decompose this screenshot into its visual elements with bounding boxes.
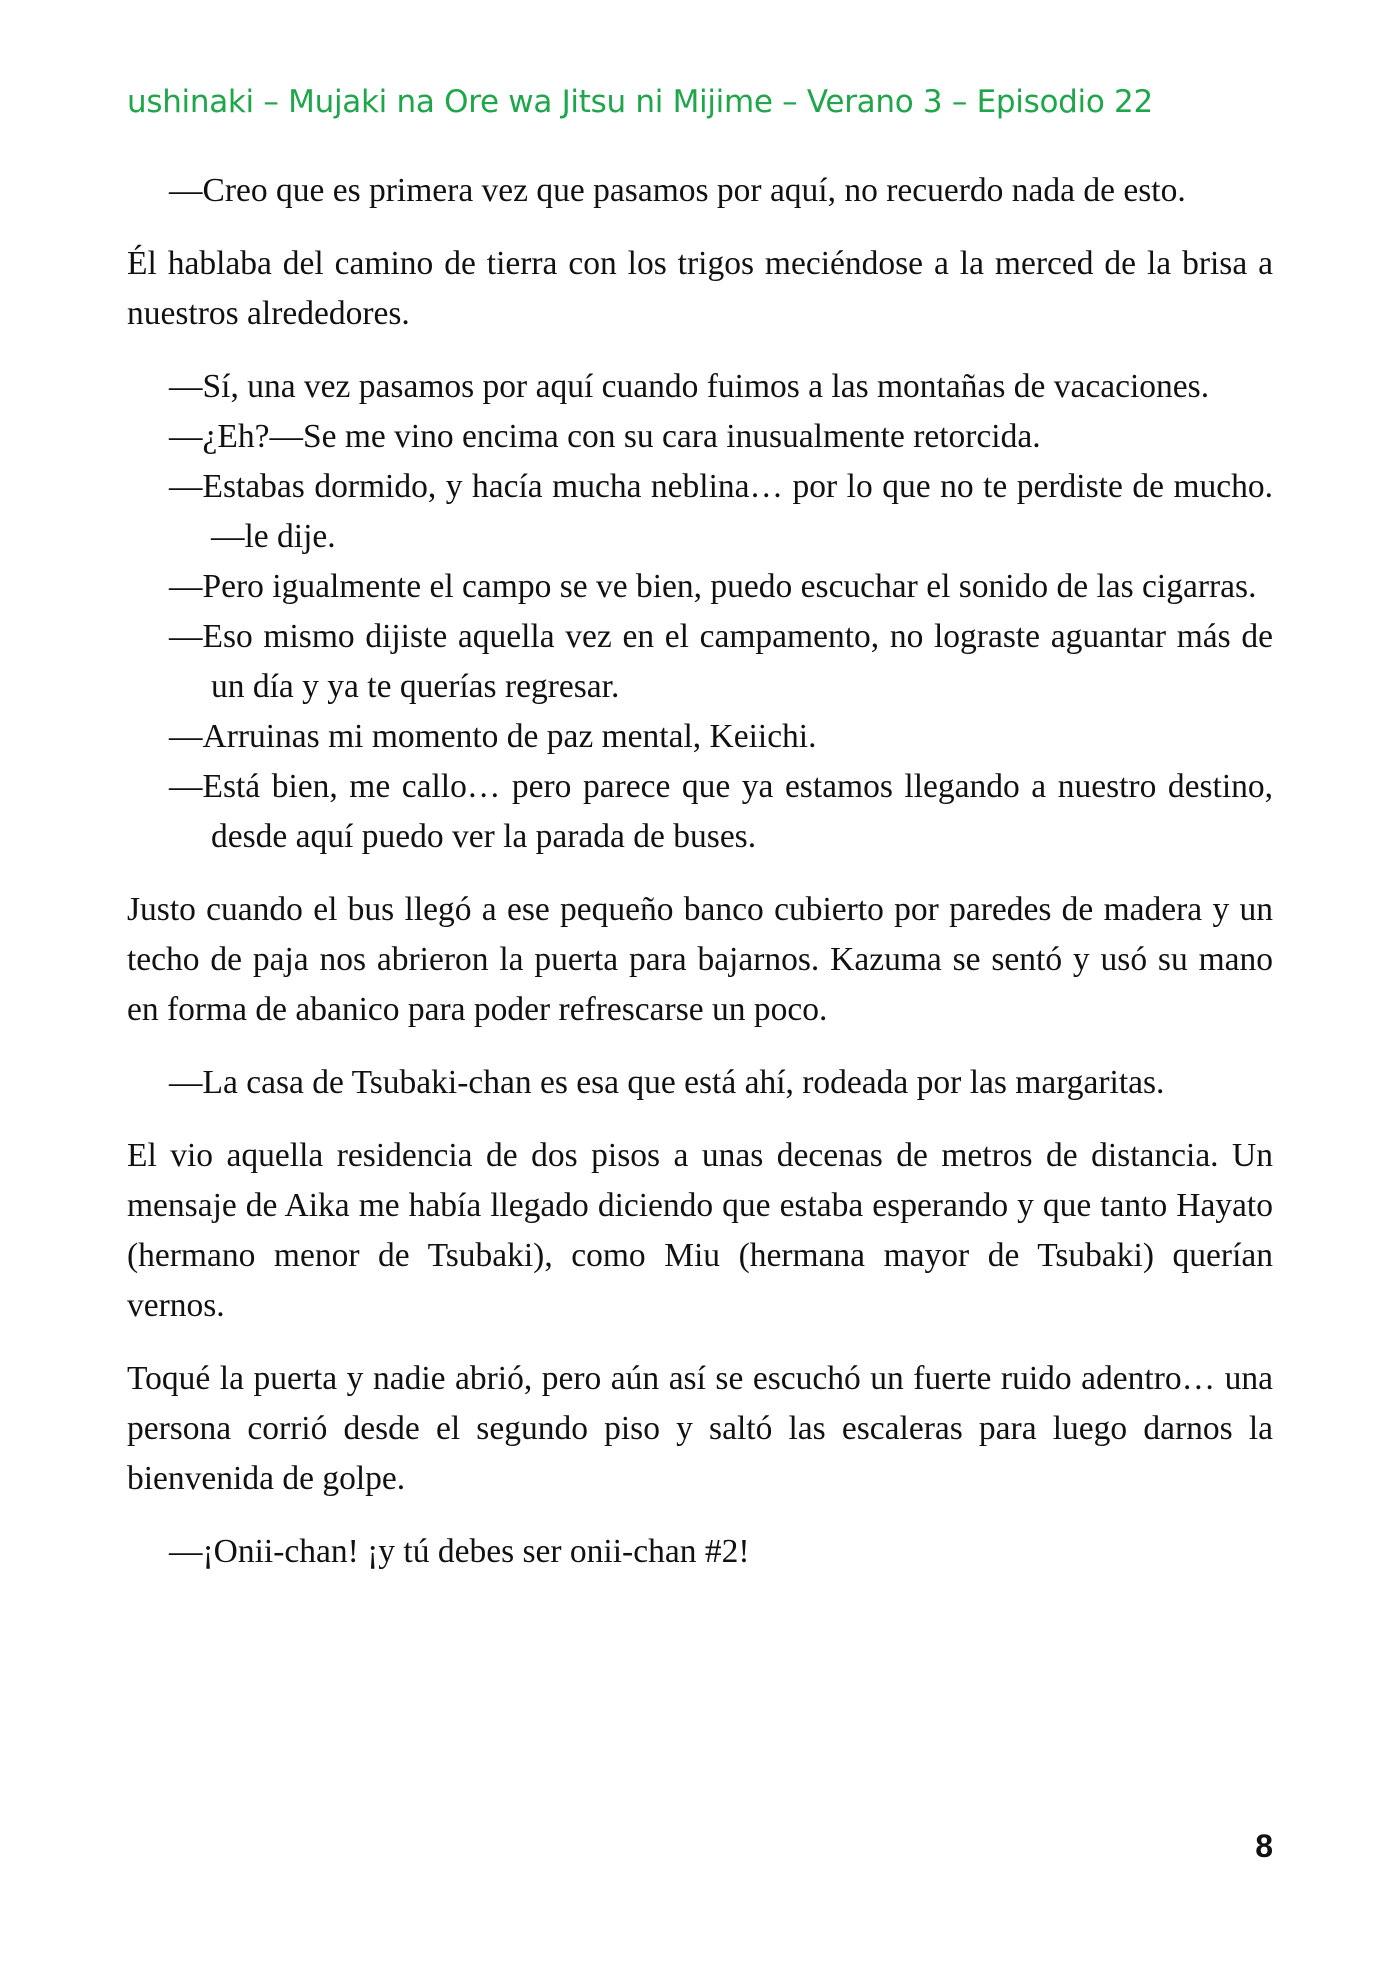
dialog-line: —La casa de Tsubaki-chan es esa que está ahí, rodeada por las margaritas.: [169, 1064, 1165, 1101]
dialog-line: —Creo que es primera vez que pasamos por aquí, no recuerdo nada de esto.: [169, 172, 1186, 209]
paragraph: Toqué la puerta y nadie abrió, pero aún así se escuchó un fuerte ruido adentro… una persona corrió desde el segundo piso y saltó las escaleras para luego darnos la bienvenida de golpe.: [127, 1360, 1273, 1497]
running-header: ushinaki – Mujaki na Ore wa Jitsu ni Mijime – Verano 3 – Episodio 22: [127, 84, 1153, 120]
dialog-line: —¿Eh?—Se me vino encima con su cara inusualmente retorcida.: [169, 418, 1041, 455]
paragraph: Justo cuando el bus llegó a ese pequeño banco cubierto por paredes de madera y un techo de paja nos abrieron la puerta para bajarnos. Kazuma se sentó y usó su mano en forma de abanico para poder refrescarse un poco.: [127, 891, 1273, 1028]
page-number: 8: [1255, 1828, 1273, 1864]
paragraph: El vio aquella residencia de dos pisos a unas decenas de metros de distancia. Un mensaje de Aika me había llegado diciendo que estaba esperando y que tanto Hayato (hermano menor de Tsubaki), como Miu (hermana mayor de Tsubaki) querían vernos.: [127, 1137, 1273, 1324]
dialog-line: —Eso mismo dijiste aquella vez en el campamento, no lograste aguantar más de un día y ya te querías regresar.: [169, 618, 1273, 705]
dialog-line: —¡Onii-chan! ¡y tú debes ser onii-chan #2!: [169, 1533, 750, 1570]
dialog-line: —Arruinas mi momento de paz mental, Keiichi.: [169, 718, 817, 755]
dialog-line: —Está bien, me callo… pero parece que ya estamos llegando a nuestro destino, desde aquí puedo ver la parada de buses.: [169, 768, 1273, 855]
dialog-line: —Estabas dormido, y hacía mucha neblina… por lo que no te perdiste de mucho. —le dije.: [169, 468, 1273, 555]
dialog-line: —Sí, una vez pasamos por aquí cuando fuimos a las montañas de vacaciones.: [169, 368, 1210, 405]
dialog-line: —Pero igualmente el campo se ve bien, puedo escuchar el sonido de las cigarras.: [169, 568, 1257, 605]
body-text: [127, 166, 1273, 1577]
paragraph: Él hablaba del camino de tierra con los trigos meciéndose a la merced de la brisa a nuestros alrededores.: [127, 245, 1273, 332]
